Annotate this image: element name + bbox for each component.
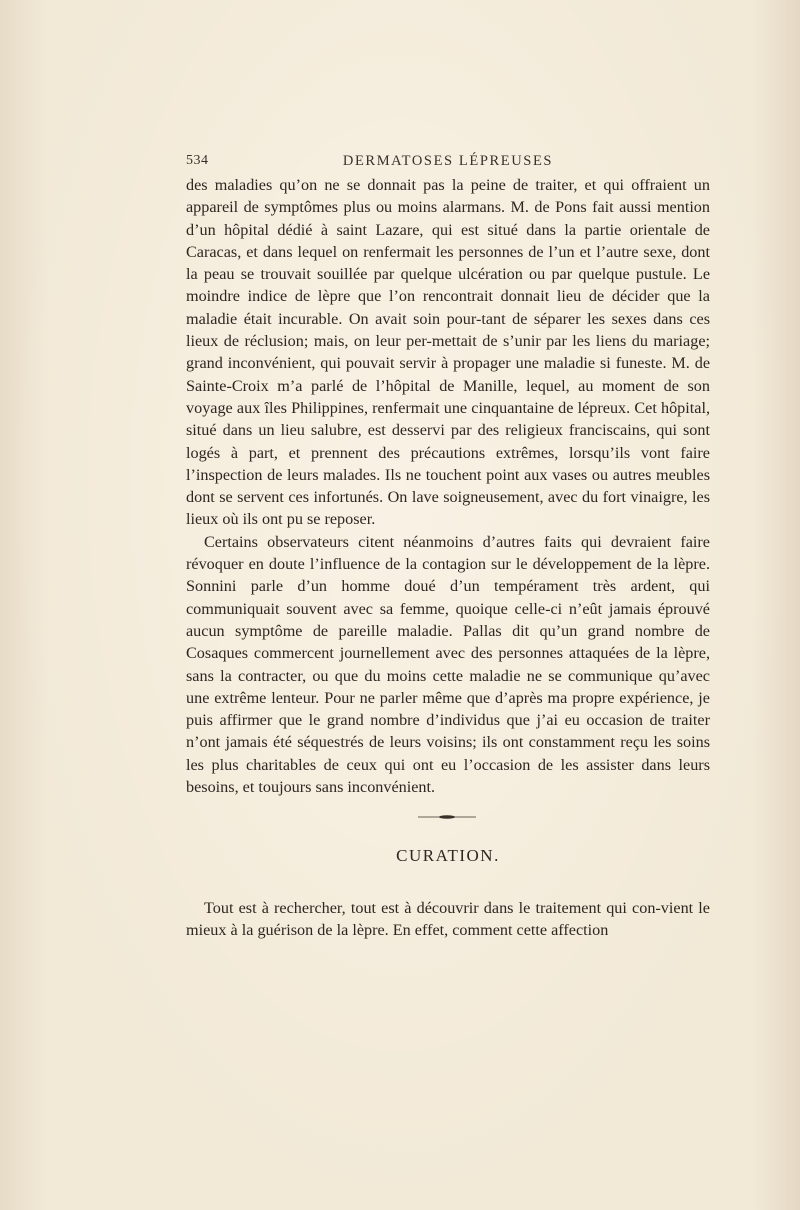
section-heading: CURATION.	[396, 846, 500, 865]
running-title: DERMATOSES LÉPREUSES	[342, 153, 554, 169]
main-text	[186, 174, 710, 798]
paragraph-1: des maladies qu’on ne se donnait pas la peine de traiter, et qui offraient un appareil de symptômes plus ou moins alarmans. M. de Pons fait aussi mention d’un hôpital dédié à saint Lazare, qui est situé dans la partie orientale de Caracas, et dans lequel on renfermait les personnes de l’un et l’autre sexe, dont la peau se trouvait souillée par quelque ulcération ou par quelque pustule. Le moindre indice de lèpre que l’on rencontrait donnait lieu de décider que la maladie était incurable. On avait soin pour-tant de séparer les sexes dans ces lieux de réclusion; mais, on leur per-mettait de s’unir par les liens du mariage; grand inconvénient, qui pouvait servir à propager une maladie si funeste. M. de Sainte-Croix m’a parlé de l’hôpital de Manille, lequel, au moment de son voyage aux îles Philippines, renfermait une cinquantaine de lépreux. Cet hôpital, situé dans un lieu salubre, est desservi par des religieux franciscains, qui sont logés à part, et prennent des précautions extrêmes, lorsqu’ils vont faire l’inspection de leurs malades. Ils ne touchent point aux vases ou autres meubles dont se servent ces infortunés. On lave soigneusement, avec du fort vinaigre, les lieux où ils ont pu se reposer.	[186, 176, 710, 529]
section-text	[186, 897, 710, 942]
ornamental-divider	[418, 814, 476, 820]
paragraph-2: Certains observateurs citent néanmoins d’autres faits qui devraient faire révoquer en doute l’influence de la contagion sur le développement de la lèpre. Sonnini parle d’un homme doué d’un tempérament très ardent, qui communiquait souvent avec sa femme, quoique celle-ci n’eût jamais éprouvé aucun symptôme de pareille maladie. Pallas dit qu’un grand nombre de Cosaques commercent journellement avec des personnes attaquées de la lèpre, sans la contracter, ou que du moins cette maladie ne se communique qu’avec une extrême lenteur. Pour ne parler même que d’après ma propre expérience, je puis affirmer que le grand nombre d’individus que j’ai eu occasion de traiter n’ont jamais été séquestrés de leurs voisins; ils ont constamment reçu les soins les plus charitables de ceux qui ont eu l’occasion de les assister dans leurs besoins, et toujours sans inconvénient.	[186, 532, 710, 797]
running-head	[186, 153, 710, 173]
page-number: 534	[186, 153, 209, 168]
paragraph-3: Tout est à rechercher, tout est à découvrir dans le traitement qui con-vient le mieux à la guérison de la lèpre. En effet, comment cette affection	[186, 899, 710, 940]
